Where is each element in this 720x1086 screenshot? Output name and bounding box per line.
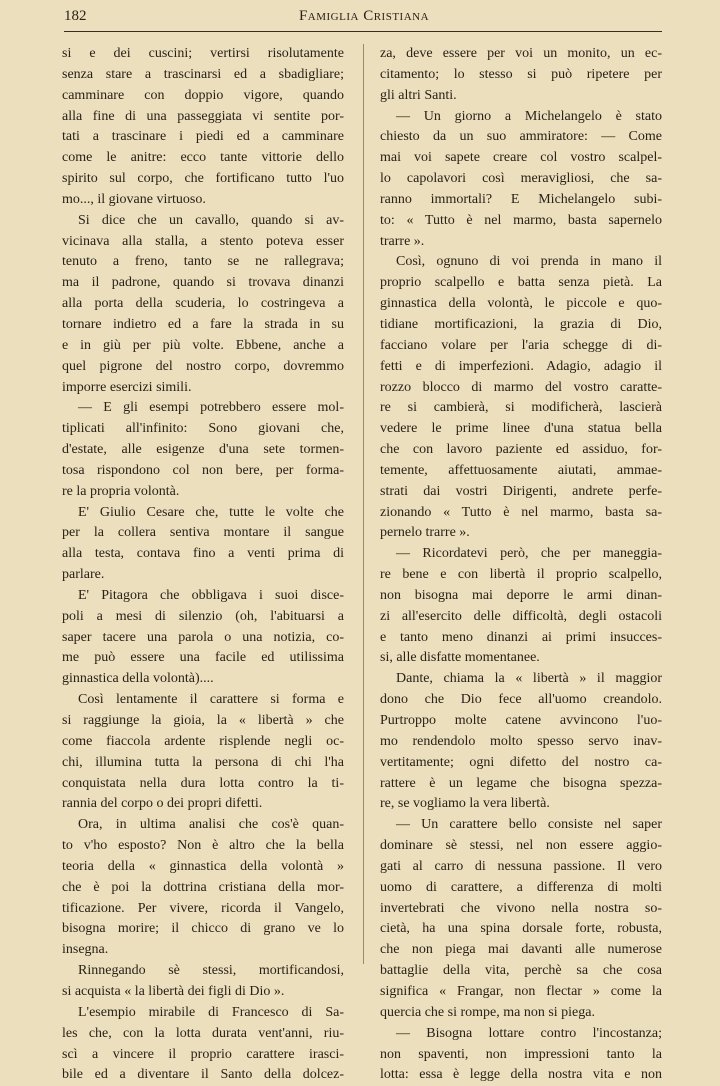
- text-line: quercia che si rompe, ma non si piega.: [380, 1004, 595, 1020]
- text-line: Purtroppo molte catene avvincono l'uo-: [380, 713, 662, 728]
- text-line: spirito sul corpo, che fortificano tutto l'uo: [62, 171, 344, 187]
- text-line: Rinnegando sè stessi, mortificandosi,: [78, 963, 344, 979]
- text-line: vedere le prime linee d'una statua bella: [380, 421, 662, 437]
- text-line: poli a mesi di silenzio (oh, l'abituarsi a: [62, 608, 344, 624]
- text-line: uomo di carattere, a differenza di molti: [380, 879, 662, 895]
- text-line: si acquista « la libertà dei figli di Dio ».: [62, 983, 285, 999]
- text-line: e tanto meno dinanzi ai primi insucces-: [380, 629, 662, 645]
- text-line: — Un carattere bello consiste nel saper: [396, 817, 662, 833]
- text-line: fetti e di imperfezioni. Adagio, adagio il: [380, 358, 662, 374]
- text-line: E' Pitagora che obbligava i suoi disce-: [78, 587, 344, 603]
- text-line: d'estate, alle esigenze d'una sete tormen-: [62, 442, 344, 458]
- text-line: temente, affettuosamente aiutati, ammae-: [380, 462, 662, 478]
- text-line: insegna.: [62, 942, 109, 958]
- text-line: — E gli esempi potrebbero essere mol-: [78, 400, 344, 416]
- text-line: che è poi la dottrina cristiana della mor-: [62, 879, 344, 895]
- text-line: to: « Tutto è nel marmo, basta sapernelo: [380, 212, 662, 228]
- text-line: invertebrati che vivono nella nostra so-: [380, 900, 662, 916]
- text-line: Dante, chiama la « libertà » il maggior: [396, 671, 662, 687]
- journal-title: Famiglia Cristiana: [298, 8, 430, 24]
- text-line: come le anitre: ecco tante vittorie dello: [62, 150, 344, 166]
- text-line: tornare indietro ed a fare la strada in su: [62, 316, 344, 332]
- text-line: me può essere una facile ed utilissima: [62, 650, 344, 666]
- text-line: per la collera sentiva montare il sangue: [62, 525, 344, 541]
- text-line: mai voi sapete creare col vostro scalpel-: [380, 150, 662, 166]
- text-line: re bene e con libertà il proprio scalpello,: [380, 567, 662, 583]
- text-line: tificazione. Per vivere, ricorda il Vangelo,: [62, 900, 344, 916]
- text-line: alla porta della scuderia, lo costringeva a: [62, 296, 344, 312]
- text-line: Si dice che un cavallo, quando si av-: [78, 212, 344, 228]
- text-line: E' Giulio Cesare che, tutte le volte che: [78, 504, 344, 520]
- text-line: significa « Frangar, non flectar » come la: [380, 983, 662, 999]
- text-line: cietà, ha una spina dorsale forte, robusta,: [380, 921, 662, 937]
- text-line: les che, con la lotta durata vent'anni, riu-: [62, 1025, 344, 1041]
- text-line: strati dai vostri Dirigenti, andrete perfe-: [380, 483, 662, 499]
- text-line: L'esempio mirabile di Francesco di Sa-: [78, 1004, 344, 1020]
- text-line: senza stare a trascinarsi ed a sbadigliare;: [62, 66, 344, 82]
- text-line: alla testa, contava fino a venti prima di: [62, 546, 344, 562]
- text-line: lotta: essa è legge della nostra vita e non: [380, 1067, 662, 1083]
- text-line: saper tacere una parola o una notizia, co-: [62, 629, 344, 645]
- text-line: rozzo blocco di marmo del vostro caratte-: [380, 379, 662, 395]
- text-line: chiesto da un suo ammiratore: — Come: [380, 129, 662, 145]
- text-line: re si cambierà, si modificherà, lascierà: [380, 400, 662, 416]
- text-line: vicinava alla stalla, a stento poteva esser: [62, 233, 344, 249]
- text-column-right: [380, 44, 662, 1086]
- text-line: ginnastica della volontà, le piccole e quo-: [380, 296, 662, 312]
- text-line: come fiaccola ardente risplende negli oc-: [62, 733, 344, 749]
- text-line: re, se vogliamo la vera libertà.: [380, 796, 550, 812]
- text-line: re la propria volontà.: [62, 483, 180, 499]
- text-line: gati al carro di nessuna passione. Il vero: [380, 858, 662, 874]
- text-line: scì a vincere il proprio carattere irasci-: [62, 1046, 344, 1062]
- column-divider: [363, 44, 364, 964]
- text-line: tenuto a freno, tanto se ne rallegrava;: [62, 254, 344, 270]
- text-line: citamento; lo stesso si può ripetere per: [380, 66, 662, 82]
- header-rule: [64, 31, 662, 32]
- text-line: tiplicati all'infinito: Sono giovani che,: [62, 421, 344, 437]
- text-line: trarre ».: [380, 233, 425, 249]
- text-line: mo..., il giovane virtuoso.: [62, 191, 206, 207]
- text-line: parlare.: [62, 567, 105, 583]
- text-line: Ora, in ultima analisi che cos'è quan-: [78, 817, 344, 833]
- text-line: conquistata nella dura lotta contro la ti-: [62, 775, 344, 791]
- text-line: non bisogna mai deporre le armi dinan-: [380, 587, 662, 603]
- text-line: mo rendendolo molto spesso servo inav-: [380, 733, 662, 749]
- text-line: bisogna morire; il chicco di grano ve lo: [62, 921, 344, 937]
- text-line: ginnastica della volontà)....: [62, 671, 214, 687]
- text-line: tati a trascinare i piedi ed a camminare: [62, 129, 344, 145]
- text-line: si, alle disfatte momentanee.: [380, 650, 540, 666]
- text-line: battaglie della vita, perchè sa che cosa: [380, 963, 662, 979]
- text-line: imporre esercizi simili.: [62, 379, 192, 395]
- text-line: non spaventi, non impressioni tanto la: [380, 1046, 662, 1062]
- text-line: che non piega mai davanti alle numerose: [380, 942, 662, 958]
- page-number: 182: [64, 8, 87, 24]
- text-line: to v'ho esposto? Non è altro che la bella: [62, 838, 344, 854]
- text-line: facciano volare per l'aria schegge di di-: [380, 337, 662, 353]
- text-line: dono che Dio fece all'uomo creandolo.: [380, 692, 662, 708]
- text-line: chi, illumina tutta la persona di chi l'ha: [62, 754, 344, 770]
- text-line: si e dei cuscini; vertirsi risolutamente: [62, 46, 344, 61]
- text-line: tidiane mortificazioni, la grazia di Dio,: [380, 316, 662, 332]
- text-line: dominare sè stessi, nel non essere aggio-: [380, 838, 662, 854]
- text-line: bile ed a diventare il Santo della dolcez-: [62, 1067, 344, 1083]
- text-line: rattere è un legame che bisogna spezza-: [380, 775, 662, 791]
- text-line: — Bisogna lottare contro l'incostanza;: [396, 1025, 662, 1041]
- text-line: Così, ognuno di voi prenda in mano il: [396, 254, 662, 270]
- text-line: vertitamente; ogni difetto del nostro ca-: [380, 754, 662, 770]
- text-line: Così lentamente il carattere si forma e: [78, 692, 344, 708]
- text-line: — Un giorno a Michelangelo è stato: [396, 108, 662, 124]
- text-line: lo capolavori così meravigliosi, che sa-: [380, 171, 662, 187]
- text-line: alla fine di una passeggiata vi sentite por-: [62, 108, 344, 124]
- text-line: si raggiunge la gioia, la « libertà » che: [62, 713, 344, 728]
- text-line: ranno immortali? E Michelangelo subi-: [380, 191, 662, 207]
- text-line: za, deve essere per voi un monito, un ec-: [380, 46, 662, 61]
- text-line: tosa rispondono col non bere, per forma-: [62, 462, 344, 478]
- text-line: teoria della « ginnastica della volontà »: [62, 858, 344, 874]
- text-line: rannia del corpo o dei propri difetti.: [62, 796, 263, 812]
- text-line: camminare con doppio vigore, quando: [62, 87, 344, 103]
- page-header: [64, 6, 664, 30]
- text-line: quel pigrone del nostro corpo, dovremmo: [62, 358, 344, 374]
- text-line: zionando « Tutto è nel marmo, basta sa-: [380, 504, 662, 520]
- text-line: proprio scalpello e batta senza pietà. La: [380, 275, 662, 291]
- text-line: gli altri Santi.: [380, 87, 457, 103]
- text-column-left: [62, 44, 344, 1086]
- text-line: che con lavoro paziente ed assiduo, for-: [380, 442, 662, 458]
- text-line: ma il padrone, quando si trovava dinanzi: [62, 275, 344, 291]
- text-line: e in giù per più volte. Ebbene, anche a: [62, 337, 344, 353]
- text-line: zi all'esercito delle difficoltà, degli ostacoli: [380, 608, 662, 624]
- text-line: — Ricordatevi però, che per maneggia-: [396, 546, 662, 562]
- text-line: pernelo trarre ».: [380, 525, 470, 541]
